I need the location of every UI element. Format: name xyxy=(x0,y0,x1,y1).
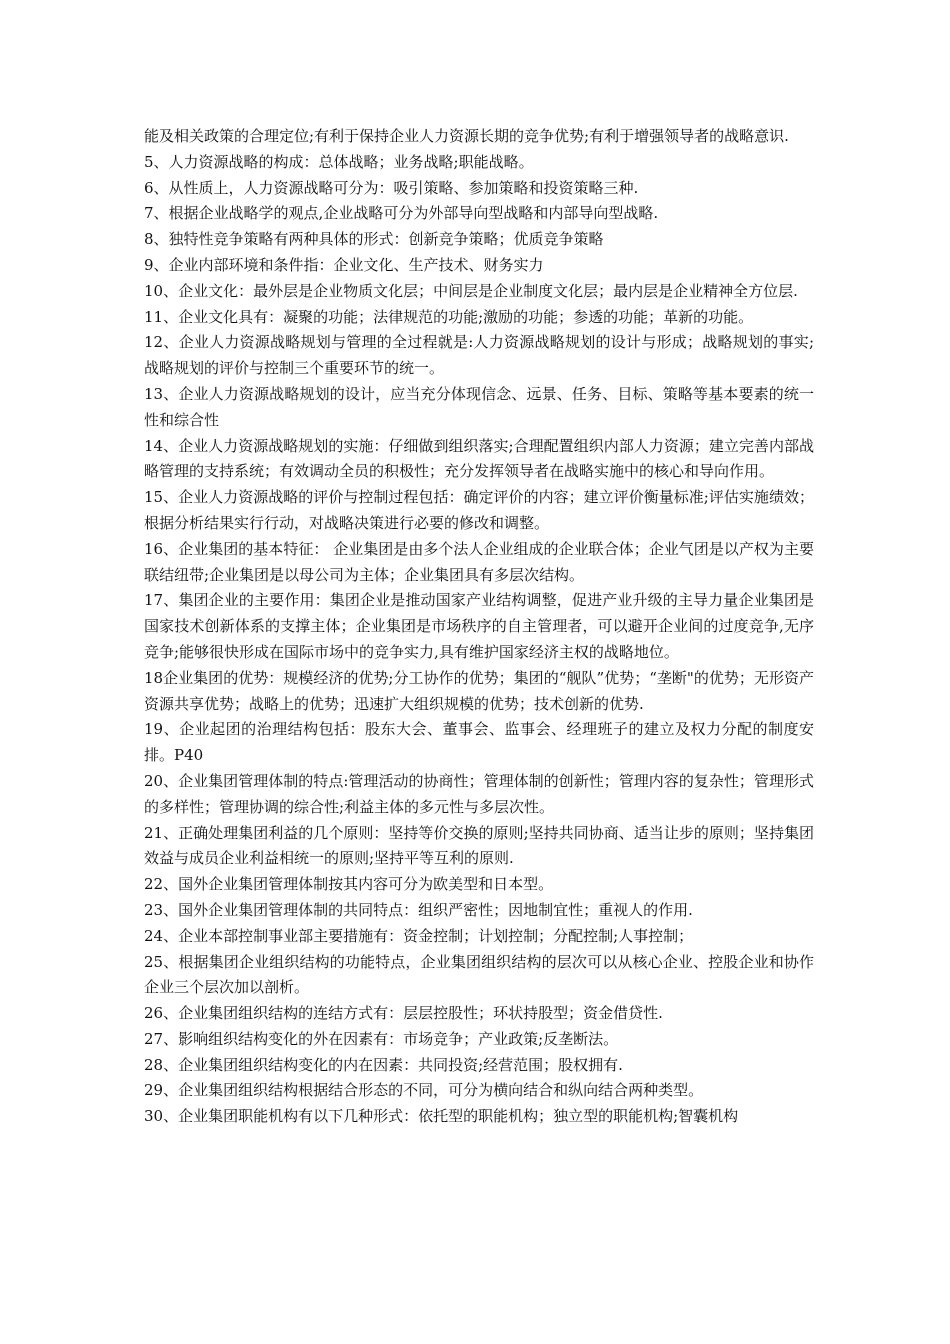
paragraph: 13、企业人力资源战略规划的设计，应当充分体现信念、远景、任务、目标、策略等基本要素的统一性和综合性 xyxy=(144,384,814,429)
paragraph: 29、企业集团组织结构根据结合形态的不同，可分为横向结合和纵向结合两种类型。 xyxy=(144,1081,704,1100)
paragraph: 11、企业文化具有：凝聚的功能；法律规范的功能;激励的功能；参透的功能；革新的功能。 xyxy=(144,307,754,326)
paragraph: 19、企业起团的治理结构包括：股东大会、董事会、监事会、经理班子的建立及权力分配的制度安排。P40 xyxy=(144,720,814,765)
paragraph: 17、集团企业的主要作用：集团企业是推动国家产业结构调整，促进产业升级的主导力量企业集团是国家技术创新体系的支撑主体；企业集团是市场秩序的自主管理者，可以避开企业间的过度竞争,无序竞争;能够很快形成在国际市场中的竞争实力,具有维护国家经济主权的战略地位。 xyxy=(144,591,814,661)
paragraph: 23、国外企业集团管理体制的共同特点：组织严密性；因地制宜性；重视人的作用. xyxy=(144,900,693,919)
document-body xyxy=(144,124,814,1130)
paragraph: 9、企业内部环境和条件指：企业文化、生产技术、财务实力 xyxy=(144,255,544,274)
paragraph: 28、企业集团组织结构变化的内在因素：共同投资;经营范围；股权拥有. xyxy=(144,1055,623,1074)
paragraph: 21、正确处理集团利益的几个原则：坚持等价交换的原则;坚持共同协商、适当让步的原则；坚持集团效益与成员企业利益相统一的原则;坚持平等互利的原则. xyxy=(144,823,814,868)
paragraph: 14、企业人力资源战略规划的实施：仔细做到组织落实;合理配置组织内部人力资源；建立完善内部战略管理的支持系统；有效调动全员的积极性；充分发挥领导者在战略实施中的核心和导向作用。 xyxy=(144,436,814,481)
paragraph: 20、企业集团管理体制的特点:管理活动的协商性；管理体制的创新性；管理内容的复杂性；管理形式的多样性；管理协调的综合性;利益主体的多元性与多层次性。 xyxy=(144,771,814,816)
paragraph: 7、根据企业战略学的观点,企业战略可分为外部导向型战略和内部导向型战略. xyxy=(144,204,659,223)
paragraph: 22、国外企业集团管理体制按其内容可分为欧美型和日本型。 xyxy=(144,875,554,894)
paragraph: 15、企业人力资源战略的评价与控制过程包括：确定评价的内容；建立评价衡量标准;评估实施绩效；根据分析结果实行行动，对战略决策进行必要的修改和调整。 xyxy=(144,488,814,532)
paragraph: 26、企业集团组织结构的连结方式有：层层控股性；环状持股型；资金借贷性. xyxy=(144,1004,663,1023)
paragraph: 12、企业人力资源战略规划与管理的全过程就是:人力资源战略规划的设计与形成；战略规划的事实;战略规划的评价与控制三个重要环节的统一。 xyxy=(144,333,814,378)
paragraph: 18企业集团的优势：规模经济的优势;分工协作的优势；集团的“舰队”优势；“垄断"的优势；无形资产资源共享优势；战略上的优势；迅速扩大组织规模的优势；技术创新的优势. xyxy=(144,668,814,713)
paragraph: 16、企业集团的基本特征： 企业集团是由多个法人企业组成的企业联合体；企业气团是以产权为主要联结纽带;企业集团是以母公司为主体；企业集团具有多层次结构。 xyxy=(144,539,814,584)
paragraph: 27、影响组织结构变化的外在因素有：市场竞争；产业政策;反垄断法。 xyxy=(144,1029,619,1048)
paragraph: 能及相关政策的合理定位;有利于保持企业人力资源长期的竞争优势;有利于增强领导者的战略意识. xyxy=(144,127,789,145)
paragraph: 10、企业文化：最外层是企业物质文化层；中间层是企业制度文化层；最内层是企业精神全方位层. xyxy=(144,281,798,300)
paragraph: 5、人力资源战略的构成：总体战略；业务战略;职能战略。 xyxy=(144,152,534,171)
paragraph: 6、从性质上，人力资源战略可分为：吸引策略、参加策略和投资策略三种. xyxy=(144,178,639,197)
paragraph: 25、根据集团企业组织结构的功能特点，企业集团组织结构的层次可以从核心企业、控股企业和协作企业三个层次加以剖析。 xyxy=(144,952,814,997)
paragraph: 24、企业本部控制事业部主要措施有：资金控制；计划控制；分配控制;人事控制； xyxy=(144,926,694,945)
paragraph: 30、企业集团职能机构有以下几种形式：依托型的职能机构；独立型的职能机构;智囊机构 xyxy=(144,1107,739,1126)
paragraph: 8、独特性竞争策略有两种具体的形式：创新竞争策略；优质竞争策略 xyxy=(144,230,604,249)
